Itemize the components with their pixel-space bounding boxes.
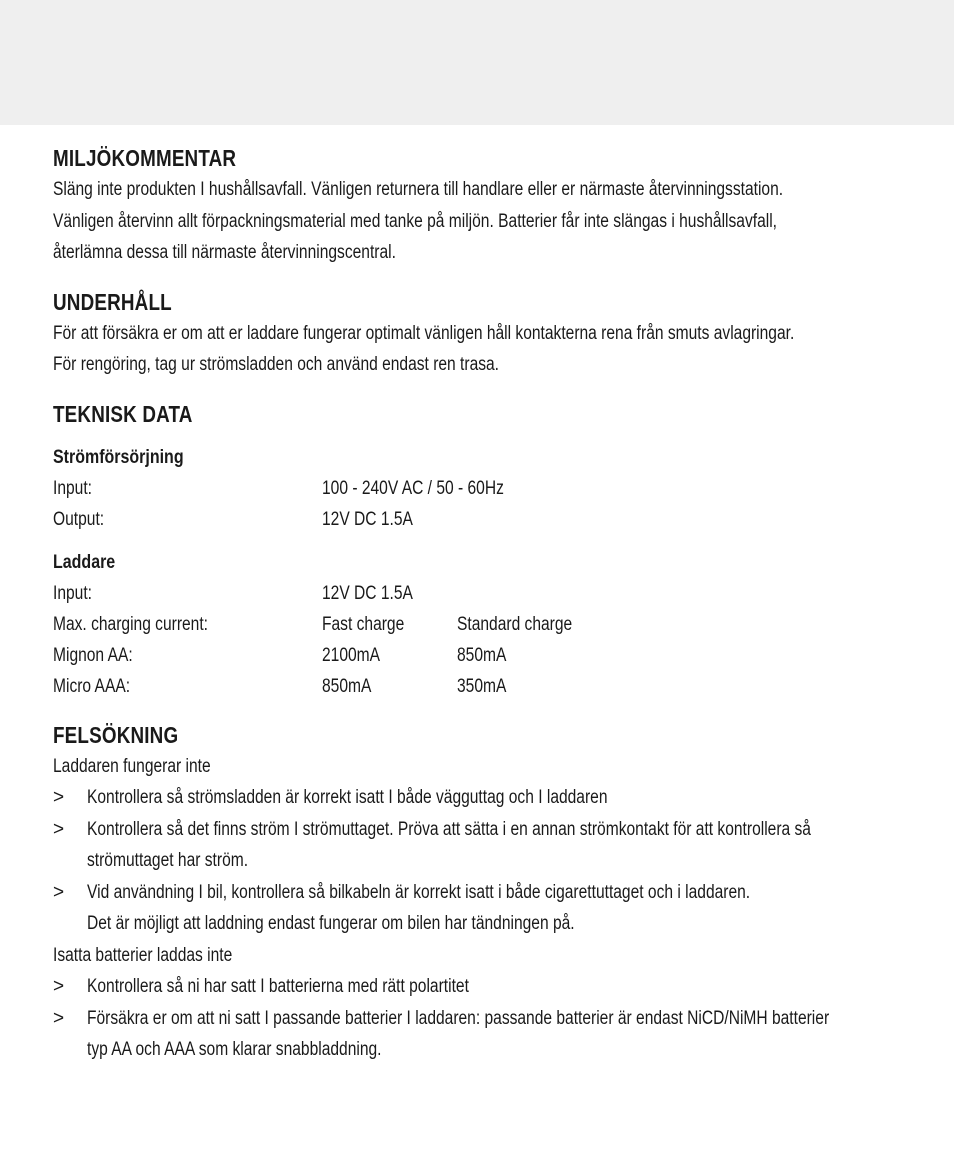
header-band xyxy=(0,0,954,125)
subsection-title-charger: Laddare xyxy=(53,550,116,573)
list-item xyxy=(53,1003,913,1066)
spec-row xyxy=(53,473,913,504)
bullet-text: Det är möjligt att laddning endast fungerar om bilen har tändningen på. xyxy=(87,913,575,934)
spec-label: Input: xyxy=(53,582,92,604)
section-text xyxy=(53,318,913,381)
bullet-marker: > xyxy=(53,881,65,903)
spec-row xyxy=(53,671,913,702)
bullet-marker: > xyxy=(53,818,65,840)
spec-value: 100 - 240V AC / 50 - 60Hz xyxy=(322,477,504,499)
section-technical xyxy=(53,398,913,702)
section-troubleshooting xyxy=(53,719,913,1066)
spec-label: Output: xyxy=(53,508,105,530)
text-line: Släng inte produkten I hushållsavfall. Vänligen returnera till handlare eller er närmaste återvinningsstation. xyxy=(53,179,784,200)
bullet-marker: > xyxy=(53,976,65,997)
section-text xyxy=(53,174,913,269)
spec-row xyxy=(53,609,913,640)
group-heading: Isatta batterier laddas inte xyxy=(53,944,233,966)
section-title: FELSÖKNING xyxy=(53,721,179,748)
spec-row xyxy=(53,504,913,535)
spec-standard: 350mA xyxy=(457,675,507,697)
spec-fast: Fast charge xyxy=(322,613,405,635)
spec-standard: Standard charge xyxy=(457,613,573,635)
bullet-text: Kontrollera så strömsladden är korrekt isatt I både vägguttag och I laddaren xyxy=(87,787,608,808)
spec-fast: 2100mA xyxy=(322,644,381,666)
list-item xyxy=(53,971,913,1003)
bullet-marker: > xyxy=(53,787,65,808)
subsection-title-power: Strömförsörjning xyxy=(53,445,184,468)
spec-row xyxy=(53,578,913,609)
bullet-text: strömuttaget har ström. xyxy=(87,850,249,871)
spec-label: Micro AAA: xyxy=(53,675,131,697)
spec-row xyxy=(53,640,913,671)
section-maintenance xyxy=(53,286,913,381)
bullet-text: typ AA och AAA som klarar snabbladdning. xyxy=(87,1039,382,1060)
section-title: MILJÖKOMMENTAR xyxy=(53,145,237,171)
text-line: Vänligen återvinn allt förpackningsmaterial med tanke på miljön. Batterier får inte slängas i hushållsavfall, xyxy=(53,210,777,232)
group-heading: Laddaren fungerar inte xyxy=(53,755,211,777)
spec-label: Input: xyxy=(53,477,92,499)
spec-label: Max. charging current: xyxy=(53,613,209,635)
section-title: TEKNISK DATA xyxy=(53,400,193,427)
spec-value: 12V DC 1.5A xyxy=(322,582,413,604)
text-line: återlämna dessa till närmaste återvinningscentral. xyxy=(53,242,396,263)
bullet-text: Försäkra er om att ni satt I passande batterier I laddaren: passande batterier är endast NiCD/NiMH batterier xyxy=(87,1007,830,1029)
spec-fast: 850mA xyxy=(322,675,372,697)
bullet-marker: > xyxy=(53,1007,65,1029)
spec-label: Mignon AA: xyxy=(53,644,133,666)
bullet-text: Kontrollera så ni har satt I batterierna med rätt polartitet xyxy=(87,976,469,997)
spec-standard: 850mA xyxy=(457,644,507,666)
list-item xyxy=(53,814,913,877)
section-environment xyxy=(53,142,913,269)
section-title: UNDERHÅLL xyxy=(53,288,172,315)
text-line: För rengöring, tag ur strömsladden och använd endast ren trasa. xyxy=(53,354,500,375)
list-item xyxy=(53,877,913,940)
list-item xyxy=(53,782,913,814)
text-line: För att försäkra er om att er laddare fungerar optimalt vänligen håll kontakterna rena från smuts avlagringar. xyxy=(53,322,795,344)
bullet-text: Vid användning I bil, kontrollera så bilkabeln är korrekt isatt i både cigarettuttaget och i laddaren. xyxy=(87,881,751,903)
spec-value: 12V DC 1.5A xyxy=(322,508,413,530)
bullet-text: Kontrollera så det finns ström I strömuttaget. Pröva att sätta i en annan strömkontakt för att kontrollera så xyxy=(87,818,811,840)
document-body xyxy=(53,142,913,1066)
